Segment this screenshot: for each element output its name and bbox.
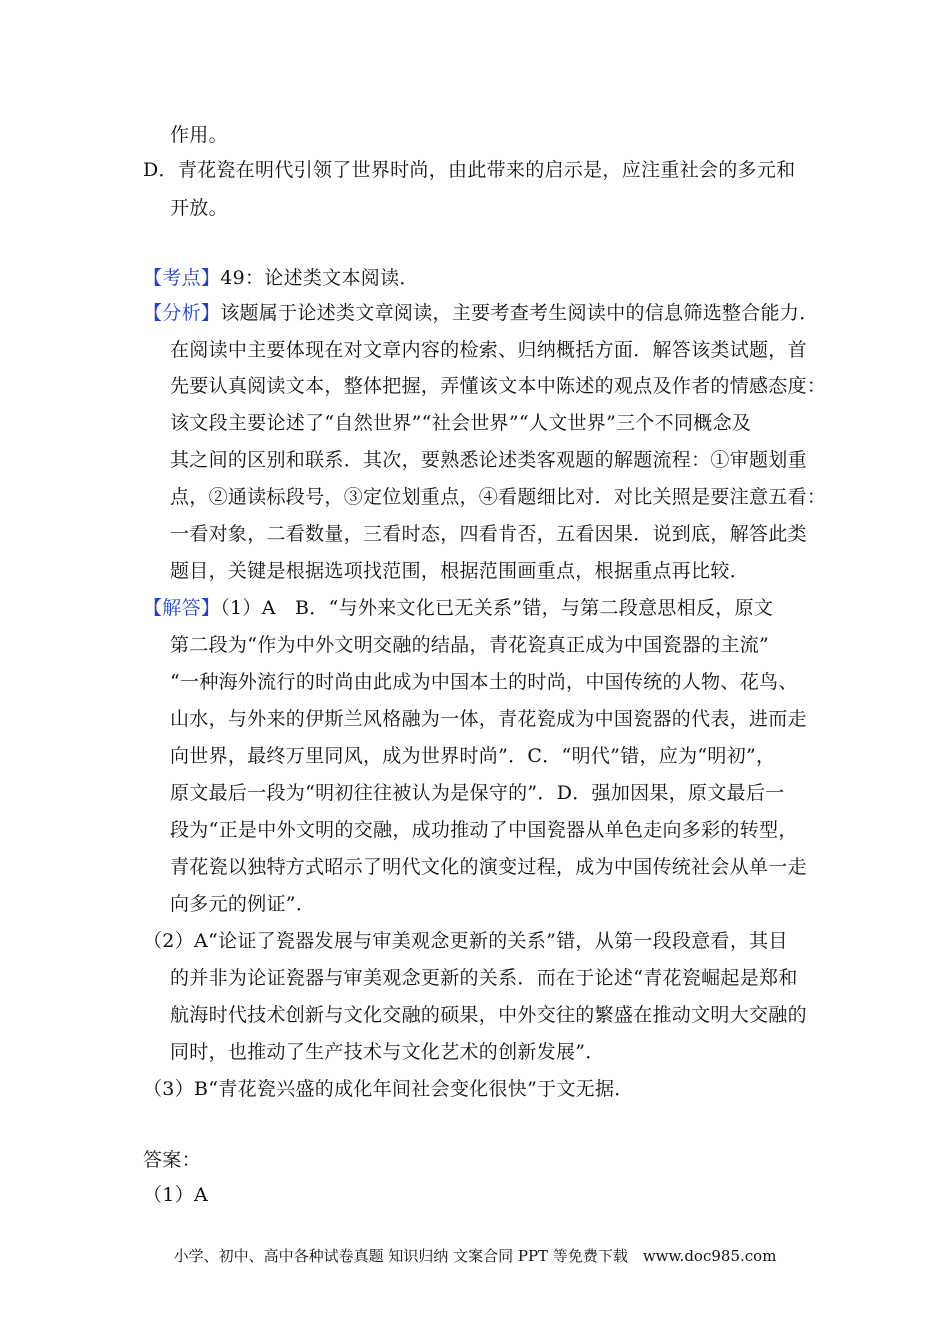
kaodian-tag: 【考点】 (143, 267, 221, 289)
jieda-line: 向多元的例证”． (170, 893, 316, 915)
answer-1: （1）A (143, 1184, 209, 1206)
option-d-line2: 开放。 (170, 197, 228, 219)
q2-line: 的并非为论证瓷器与审美观念更新的关系．而在于论述“青花瓷崛起是郑和 (170, 967, 798, 989)
option-c-tail: 作用。 (170, 124, 228, 146)
fenxi-tag: 【分析】 (143, 302, 221, 324)
q2-first-line: （2）A“论证了瓷器发展与审美观念更新的关系”错，从第一段段意看，其目 (143, 930, 788, 952)
fenxi-line: 该文段主要论述了“自然世界”“社会世界”“人文世界”三个不同概念及 (170, 412, 752, 434)
jieda-line: 山水，与外来的伊斯兰风格融为一体，青花瓷成为中国瓷器的代表，进而走 (170, 708, 807, 730)
jieda-line: 第二段为“作为中外文明交融的结晶，青花瓷真正成为中国瓷器的主流” (170, 634, 770, 656)
page-footer: 小学、初中、高中各种试卷真题 知识归纳 文案合同 PPT 等免费下载 www.doc985.com (173, 1247, 777, 1265)
jieda-line: 青花瓷以独特方式昭示了明代文化的演变过程，成为中国传统社会从单一走 (170, 856, 807, 878)
jieda-line: 段为“正是中外文明的交融，成功推动了中国瓷器从单色走向多彩的转型， (170, 819, 798, 841)
answer-label: 答案： (143, 1149, 201, 1171)
fenxi-line: 点，②通读标段号，③定位划重点，④看题细比对．对比关照是要注意五看： (170, 486, 827, 508)
fenxi-line: 其之间的区别和联系．其次，要熟悉论述类客观题的解题流程：①审题划重 (170, 449, 807, 471)
kaodian-row (143, 265, 419, 291)
fenxi-line: 一看对象，二看数量，三看时态，四看肯否，五看因果．说到底，解答此类 (170, 523, 807, 545)
fenxi-line: 在阅读中主要体现在对文章内容的检索、归纳概括方面．解答该类试题，首 (170, 339, 807, 361)
jieda-line: 原文最后一段为“明初往往被认为是保守的”．D．强加因果，原文最后一 (170, 782, 785, 804)
q3-line: （3）B“青花瓷兴盛的成化年间社会变化很快”于文无据． (143, 1078, 634, 1100)
jieda-line: “一种海外流行的时尚由此成为中国本土的时尚，中国传统的人物、花鸟、 (170, 671, 798, 693)
jieda-row (143, 595, 773, 621)
kaodian-text: 49：论述类文本阅读． (220, 267, 419, 289)
fenxi-line: 题目，关键是根据选项找范围，根据范围画重点，根据重点再比较． (170, 560, 750, 582)
jieda-line: 向世界，最终万里同风，成为世界时尚”．C．“明代”错，应为“明初”， (170, 745, 776, 767)
jieda-tag: 【解答】 (143, 597, 221, 619)
jieda-first-line: （1）A B．“与外来文化已无关系”错，与第二段意思相反，原文 (220, 597, 774, 619)
fenxi-first-line: 该题属于论述类文章阅读，主要考查考生阅读中的信息筛选整合能力． (220, 302, 819, 324)
option-d-line1: D．青花瓷在明代引领了世界时尚，由此带来的启示是，应注重社会的多元和 (143, 159, 796, 181)
fenxi-line: 先要认真阅读文本，整体把握，弄懂该文本中陈述的观点及作者的情感态度： (170, 375, 827, 397)
fenxi-row (143, 300, 819, 326)
q2-line: 同时，也推动了生产技术与文化艺术的创新发展”． (170, 1041, 605, 1063)
q2-line: 航海时代技术创新与文化交融的硕果，中外交往的繁盛在推动文明大交融的 (170, 1004, 807, 1026)
